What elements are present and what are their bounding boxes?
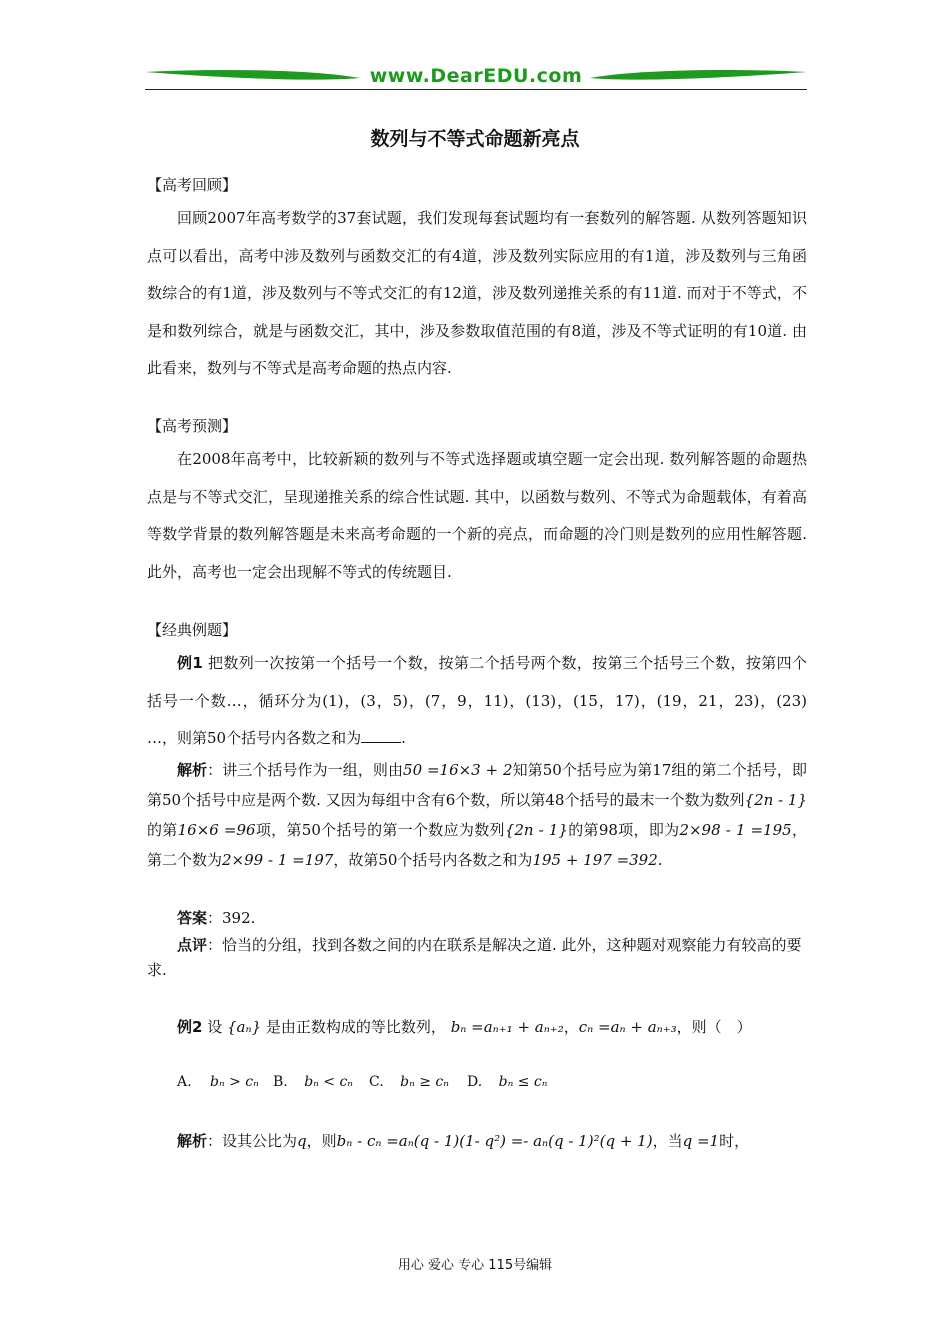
site-logo[interactable]: www.DearEDU.com: [369, 65, 583, 87]
sequence-expr: {2n - 1}: [504, 821, 568, 839]
equation: 2×98 - 1 =195: [679, 821, 792, 839]
page-title: 数列与不等式命题新亮点: [370, 128, 580, 150]
sequence-expr: {2n - 1}: [744, 791, 807, 809]
option-expr: bₙ < cₙ: [304, 1074, 353, 1090]
equation: 195 + 197 =392: [532, 851, 658, 869]
option-expr: bₙ ≤ cₙ: [498, 1074, 548, 1090]
analysis-label: 解析: [177, 761, 208, 779]
example-1-end: .: [401, 729, 406, 747]
answer-text: ：392.: [207, 909, 256, 927]
analysis-text: ：设其公比为: [207, 1132, 298, 1150]
analysis-text: ，则: [306, 1132, 337, 1150]
equation: q =1: [682, 1132, 720, 1150]
analysis-text: 项，第50个括号的第一个数应为数列: [255, 821, 505, 839]
example-2-analysis: [177, 1128, 807, 1154]
option-c[interactable]: [369, 1074, 449, 1090]
forecast-heading: 【高考预测】: [147, 417, 238, 435]
answer-blank: [361, 728, 401, 743]
option-expr: bₙ > cₙ: [210, 1074, 259, 1090]
example-2-text: 设: [207, 1018, 223, 1036]
analysis-text: .: [657, 851, 663, 869]
analysis-text: ，第二个数为: [147, 821, 807, 869]
review-heading: 【高考回顾】: [147, 176, 238, 194]
example-2-text: 是由正数构成的等比数列，: [265, 1018, 446, 1036]
analysis-text: 的第: [147, 821, 178, 839]
analysis-label: 解析: [177, 1132, 208, 1150]
page-footer: 用心 爱心 专心 115号编辑: [397, 1258, 553, 1273]
example-2-question: 例2 设 {aₙ} 是由正数构成的等比数列， bₙ =aₙ₊₁ + aₙ₊₂，cₙ =aₙ + aₙ₊₃，则（ ）: [177, 1018, 752, 1036]
comment-text: ：恰当的分组，找到各数之间的内在联系是解决之道. 此外，这种题对观察能力有较高的要求.: [147, 936, 802, 979]
example-1-label: 例1: [177, 654, 203, 672]
comment-label: 点评: [177, 936, 208, 954]
header-divider: [145, 89, 807, 90]
option-expr: bₙ ≥ cₙ: [400, 1074, 449, 1090]
option-letter: A.: [177, 1074, 192, 1090]
example-1-answer: [147, 906, 807, 931]
option-letter: D.: [467, 1074, 483, 1090]
option-letter: C.: [369, 1074, 384, 1090]
analysis-text: 的第98项，即为: [567, 821, 680, 839]
variable: q: [297, 1132, 307, 1150]
answer-label: 答案: [177, 909, 208, 927]
analysis-text: ，故第50个括号内各数之和为: [333, 851, 533, 869]
equation: 16×6 =96: [177, 821, 256, 839]
equation: bₙ =aₙ₊₁ + aₙ₊₂: [450, 1018, 564, 1036]
equation: 50 =16×3 + 2: [403, 761, 513, 779]
example-1-analysis: [147, 755, 807, 875]
sequence-expr: {aₙ}: [227, 1018, 262, 1036]
analysis-text: 时，: [719, 1132, 750, 1150]
example-2-label: 例2: [177, 1018, 203, 1036]
analysis-text: ，当: [652, 1132, 683, 1150]
equation: bₙ - cₙ =aₙ(q - 1)(1- q²) =- aₙ(q - 1)²(q + 1): [336, 1132, 653, 1150]
example-1-comment: [147, 933, 807, 983]
equation: cₙ =aₙ + aₙ₊₃: [578, 1018, 677, 1036]
option-a[interactable]: [177, 1074, 259, 1090]
option-letter: B.: [273, 1074, 288, 1090]
review-paragraph: 回顾2007年高考数学的37套试题，我们发现每套试题均有一套数列的解答题. 从数列答题知识点可以看出，高考中涉及数列与函数交汇的有4道，涉及数列实际应用的有1道，涉及数列与三角函数综合的有1道，涉及数列与不等式交汇的有12道，涉及数列递推关系的有11道. 而对于不等式，不是和数列综合，就是与函数交汇，其中，涉及参数取值范围的有8道，涉及不等式证明的有10道. 由此看来，数列与不等式是高考命题的热点内容.: [147, 209, 807, 377]
example-1-question: [147, 645, 807, 758]
analysis-text: 知第50个括号应为第17组的第二个括号，即第50个括号中应是两个数. 又因为每组中含有6个数，所以第48个括号的最末一个数为数列: [147, 761, 807, 809]
option-d[interactable]: [467, 1074, 547, 1090]
analysis-text: ：讲三个括号作为一组，则由: [207, 761, 404, 779]
example-1-text: 把数列一次按第一个括号一个数，按第二个括号两个数，按第三个括号三个数，按第四个括号一个数…，循环分为(1)，(3，5)，(7，9，11)，(13)，(15，17)，(19，21，23)，(23) …，则第50个括号内各数之和为: [147, 654, 807, 747]
option-b[interactable]: [273, 1074, 353, 1090]
forecast-paragraph: 在2008年高考中，比较新颖的数列与不等式选择题或填空题一定会出现. 数列解答题的命题热点是与不等式交汇，呈现递推关系的综合性试题. 其中，以函数与数列、不等式为命题载体，有着高等数学背景的数列解答题是未来高考命题的一个新的亮点，而命题的冷门则是数列的应用性解答题. 此外，高考也一定会出现解不等式的传统题目.: [147, 450, 807, 581]
equation: 2×99 - 1 =197: [222, 851, 334, 869]
examples-heading: 【经典例题】: [147, 621, 238, 639]
example-2-text: ，则（ ）: [676, 1018, 752, 1036]
